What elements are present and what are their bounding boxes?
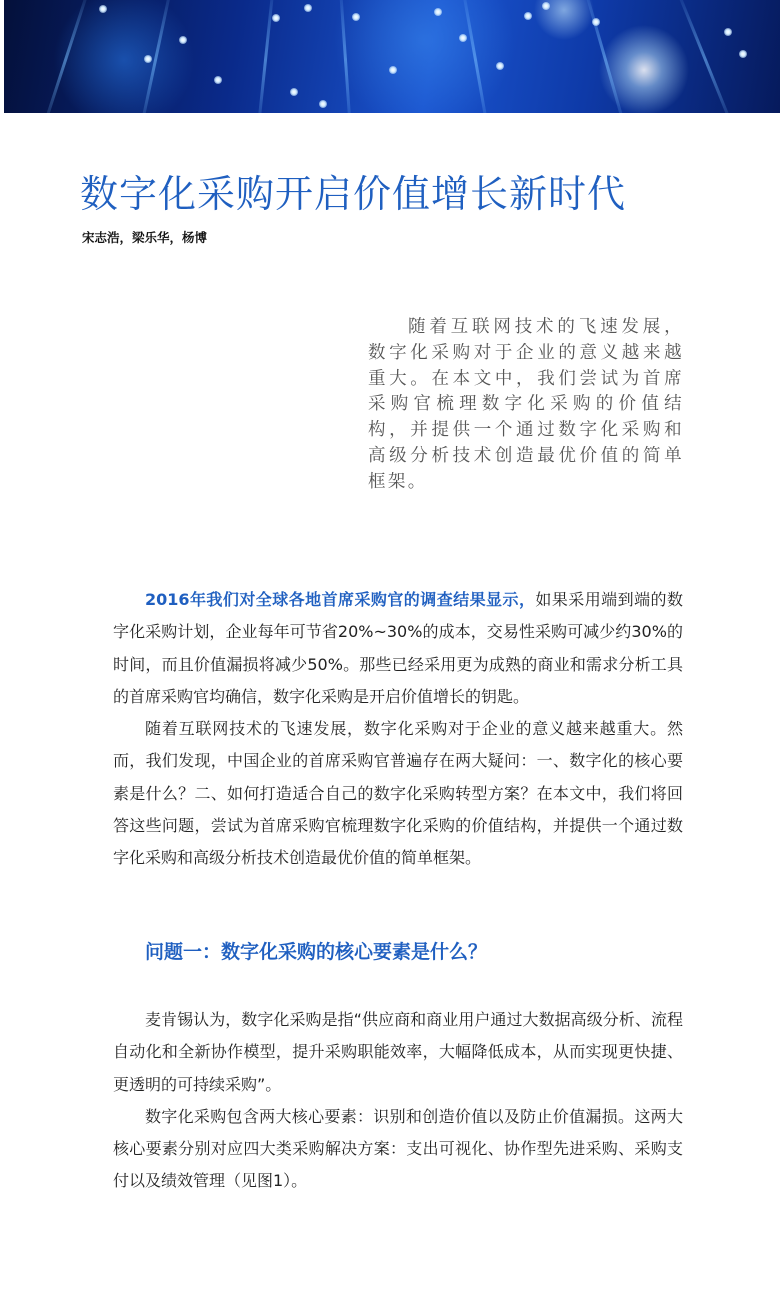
article-title: 数字化采购开启价值增长新时代 xyxy=(80,172,627,216)
article-authors: 宋志浩，梁乐华，杨博 xyxy=(82,230,208,245)
question-one-paragraph-2: 数字化采购包含两大核心要素：识别和创造价值以及防止价值漏损。这两大核心要素分别对应四大类采购解决方案：支出可视化、协作型先进采购、采购支付以及绩效管理（见图1）。 xyxy=(113,1106,683,1191)
question-one-paragraph-1: 麦肯锡认为，数字化采购是指“供应商和商业用户通过大数据高级分析、流程自动化和全新协作模型，提升采购职能效率，大幅降低成本，从而实现更快捷、更透明的可持续采购”。 xyxy=(113,1010,683,1094)
intro-paragraph-1 xyxy=(113,584,683,713)
intro-paragraph-1-text: 如果采用端到端的数字化采购计划，企业每年可节省20%~30%的成本，交易性采购可减少约30%的时间，而且价值漏损将减少50%。那些已经采用更为成熟的商业和需求分析工具的首席采购官均确信，数字化采购是开启价值增长的钥匙。 xyxy=(113,590,683,706)
intro-paragraph-2: 随着互联网技术的飞速发展，数字化采购对于企业的意义越来越重大。然而，我们发现，中国企业的首席采购官普遍存在两大疑问：一、数字化的核心要素是什么？二、如何打造适合自己的数字化采购转型方案？在本文中，我们将回答这些问题，尝试为首席采购官梳理数字化采购的价值结构，并提供一个通过数字化采购和高级分析技术创造最优价值的简单框架。 xyxy=(113,719,683,868)
article-abstract: 随着互联网技术的飞速发展，数字化采购对于企业的意义越来越重大。在本文中，我们尝试为首席采购官梳理数字化采购的价值结构，并提供一个通过数字化采购和高级分析技术创造最优价值的简单框架。 xyxy=(368,317,684,492)
section-heading-question-one: 问题一：数字化采购的核心要素是什么？ xyxy=(145,941,488,963)
intro-section xyxy=(113,584,683,875)
header-banner-image xyxy=(4,0,780,113)
question-one-section xyxy=(113,1004,683,1198)
intro-lead-text: 2016年我们对全球各地首席采购官的调查结果显示， xyxy=(145,590,536,609)
